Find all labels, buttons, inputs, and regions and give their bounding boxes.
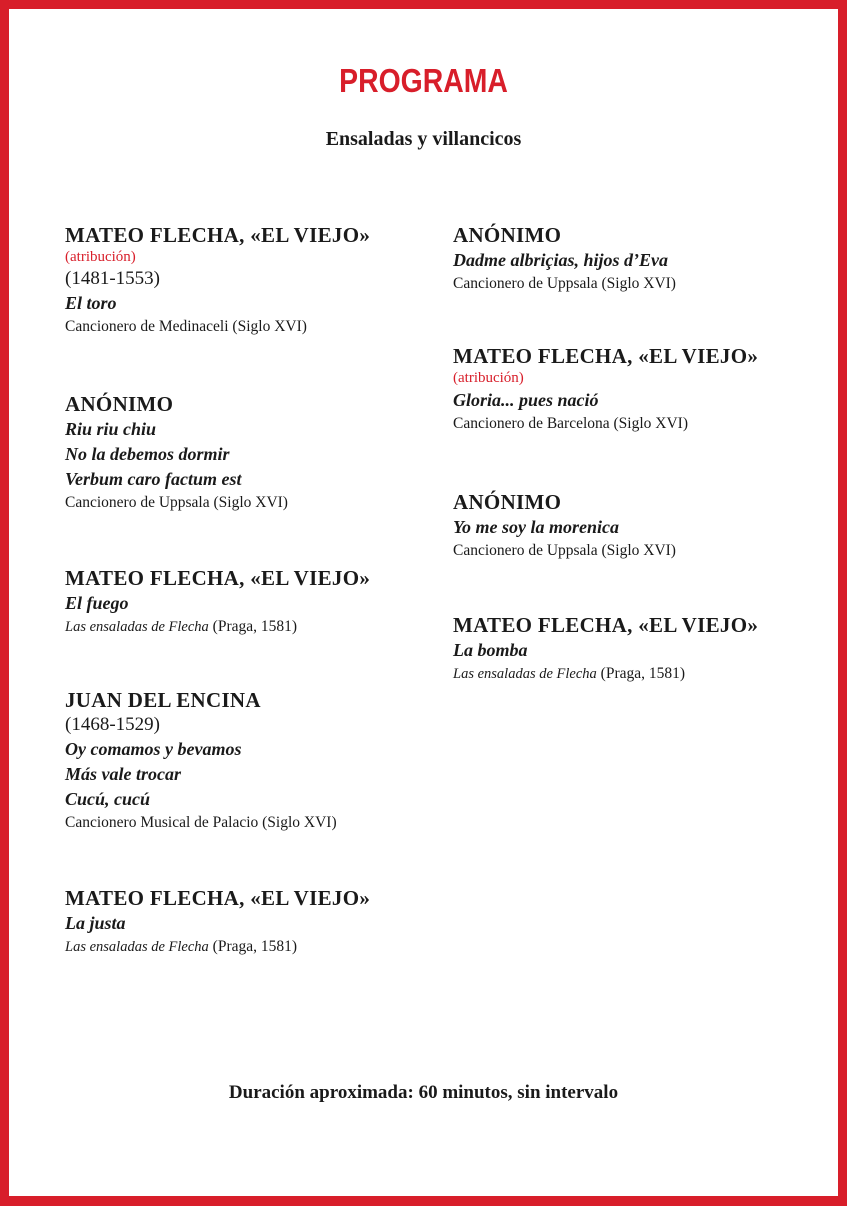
work-source: Cancionero de Uppsala (Siglo XVI) <box>453 275 676 292</box>
duration-note: Duración aproximada: 60 minutos, sin intervalo <box>228 1082 619 1103</box>
work-title: El fuego <box>65 593 129 613</box>
work-title: Gloria... pues nació <box>453 390 599 410</box>
composer-name: MATEO FLECHA, «EL VIEJO» <box>65 223 371 247</box>
source-title: Las ensaladas de Flecha <box>65 619 209 635</box>
work-title: La bomba <box>453 640 528 660</box>
program-entry <box>453 222 813 295</box>
composer-name: ANÓNIMO <box>453 223 562 247</box>
work-source: Cancionero de Barcelona (Siglo XVI) <box>453 415 689 432</box>
program-entry <box>453 612 813 685</box>
work-title: Cucú, cucú <box>65 789 151 809</box>
work-source <box>453 663 813 685</box>
composer-name: ANÓNIMO <box>65 392 174 416</box>
program-entry <box>65 565 425 638</box>
work-title: La justa <box>65 913 126 933</box>
composer-name: ANÓNIMO <box>453 490 562 514</box>
page-title: PROGRAMA <box>339 62 508 99</box>
source-title: Las ensaladas de Flecha <box>65 939 209 955</box>
work-source: Cancionero de Uppsala (Siglo XVI) <box>65 494 288 511</box>
program-entry <box>65 687 425 834</box>
work-title: No la debemos dormir <box>65 444 230 464</box>
composer-name: MATEO FLECHA, «EL VIEJO» <box>65 886 371 910</box>
composer-name: JUAN DEL ENCINA <box>65 688 261 712</box>
work-title: Más vale trocar <box>65 764 181 784</box>
program-entry <box>453 489 813 562</box>
composer-years: (1481-1553) <box>65 268 160 289</box>
source-details: (Praga, 1581) <box>596 665 686 682</box>
work-source: Cancionero de Uppsala (Siglo XVI) <box>453 542 676 559</box>
work-title: Yo me soy la morenica <box>453 517 619 537</box>
source-details: (Praga, 1581) <box>208 938 298 955</box>
work-source: Cancionero de Medinaceli (Siglo XVI) <box>65 318 307 335</box>
composer-name: MATEO FLECHA, «EL VIEJO» <box>453 344 759 368</box>
source-details: (Praga, 1581) <box>208 618 298 635</box>
composer-years: (1468-1529) <box>65 714 160 735</box>
program-entry <box>65 222 425 338</box>
program-entry <box>453 343 813 435</box>
source-title: Las ensaladas de Flecha <box>453 666 597 682</box>
composer-name: MATEO FLECHA, «EL VIEJO» <box>453 613 759 637</box>
program-entry <box>65 885 425 958</box>
work-title: Oy comamos y bevamos <box>65 739 242 759</box>
work-title: El toro <box>65 293 117 313</box>
attribution-note: (atribución) <box>65 249 136 265</box>
work-title: Dadme albriçias, hijos d’Eva <box>453 250 668 270</box>
composer-name: MATEO FLECHA, «EL VIEJO» <box>65 566 371 590</box>
work-source <box>65 936 425 958</box>
page-subtitle: Ensaladas y villancicos <box>325 128 522 150</box>
work-title: Verbum caro factum est <box>65 469 242 489</box>
work-source: Cancionero Musical de Palacio (Siglo XVI) <box>65 814 337 831</box>
work-title: Riu riu chiu <box>65 419 157 439</box>
work-source <box>65 616 425 638</box>
program-entry <box>65 391 425 514</box>
attribution-note: (atribución) <box>453 370 524 386</box>
